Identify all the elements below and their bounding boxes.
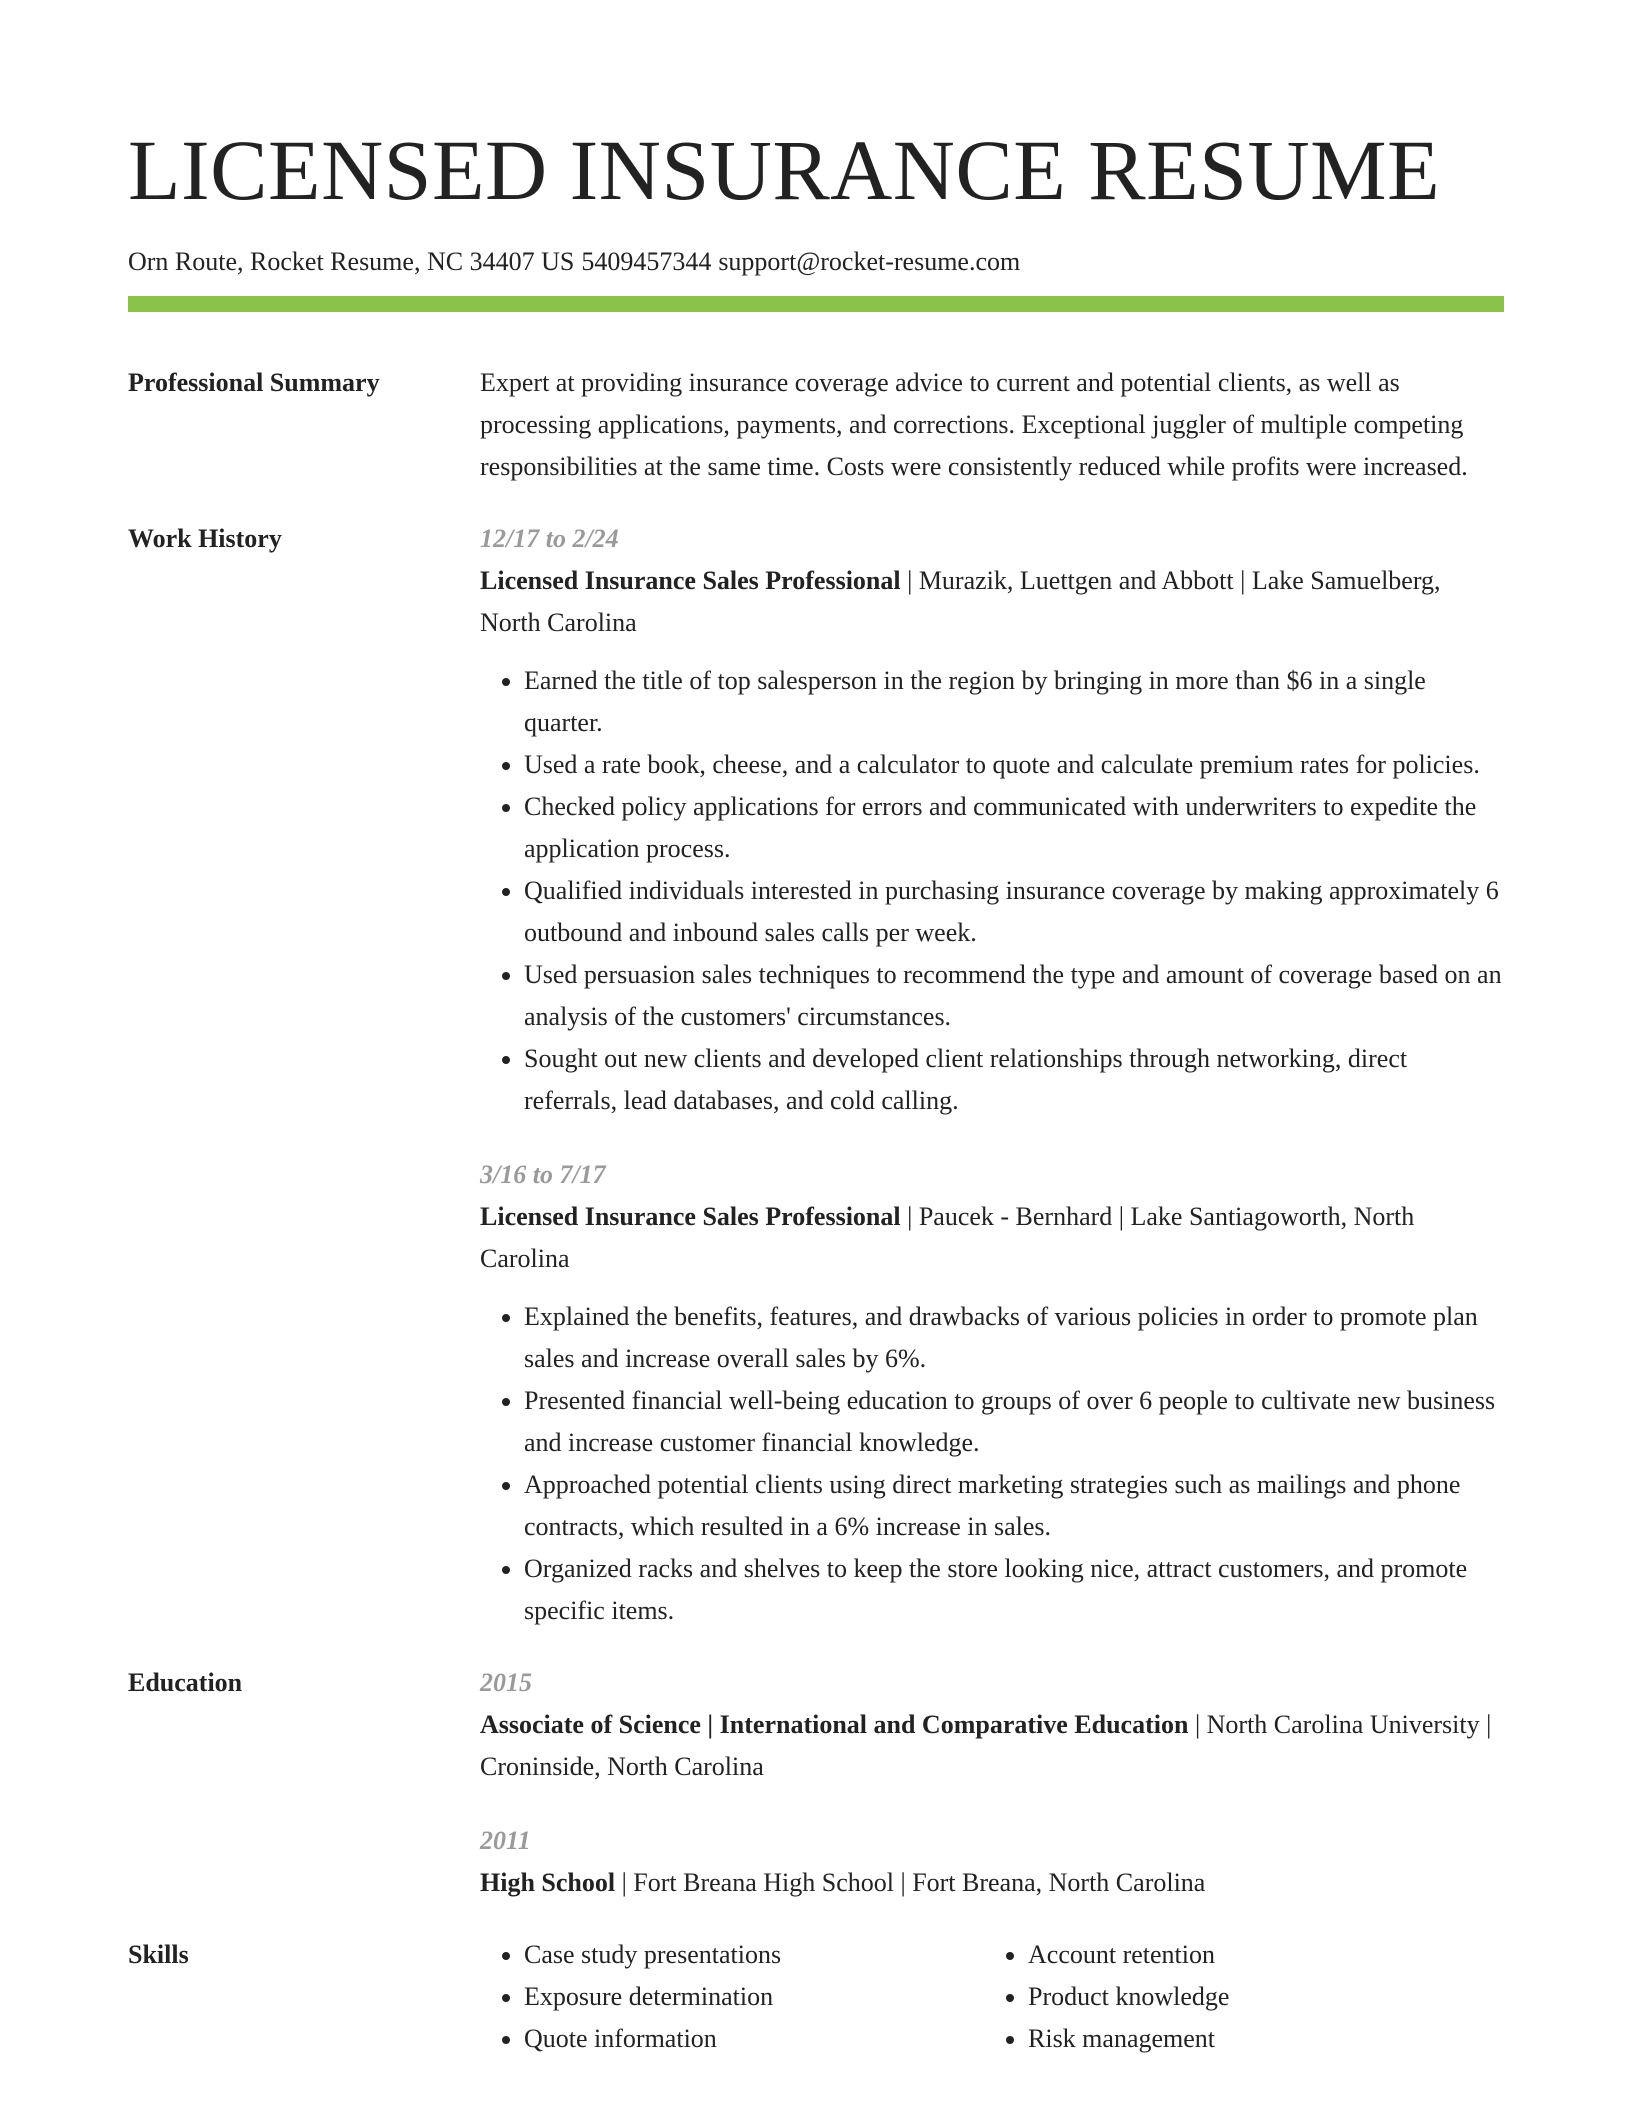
job-entry — [480, 518, 1504, 1122]
job-bullet: • Qualified individuals interested in purchasing insurance coverage by making approximately 6 outbound and inbound sales calls per week. — [524, 870, 1504, 954]
job-bullet: • Organized racks and shelves to keep the store looking nice, attract customers, and promote specific items. — [524, 1548, 1504, 1632]
skill-item: • Quote information — [524, 2018, 984, 2060]
education-heading: Education — [128, 1668, 243, 1697]
education-degree: High School — [480, 1868, 616, 1897]
skills-list-right — [984, 1934, 1508, 2060]
resume-title: LICENSED INSURANCE RESUME — [128, 122, 1441, 218]
contact-phone: 5409457344 — [581, 247, 712, 276]
skills-body — [480, 1934, 1508, 2060]
skill-item: • Product knowledge — [1028, 1976, 1508, 2018]
job-bullet: • Explained the benefits, features, and drawbacks of various policies in order to promote plan sales and increase overall sales by 6%. — [524, 1296, 1504, 1380]
job-heading — [480, 1196, 1504, 1280]
education-details: | North Carolina University | Croninside, North Carolina — [480, 1710, 1492, 1781]
contact-address: Orn Route, Rocket Resume, NC 34407 US — [128, 247, 575, 276]
job-bullet: • Used a rate book, cheese, and a calculator to quote and calculate premium rates for policies. — [524, 744, 1504, 786]
job-bullet: • Presented financial well-being education to groups of over 6 people to cultivate new business and increase customer financial knowledge. — [524, 1380, 1504, 1464]
job-bullet: • Sought out new clients and developed client relationships through networking, direct referrals, lead databases, and cold calling. — [524, 1038, 1504, 1122]
job-bullet: • Checked policy applications for errors and communicated with underwriters to expedite the application process. — [524, 786, 1504, 870]
education-body — [480, 1662, 1504, 1904]
skill-item: • Exposure determination — [524, 1976, 984, 2018]
summary-section — [128, 362, 1504, 488]
education-heading-line — [480, 1704, 1504, 1788]
resume-page — [128, 0, 1504, 2060]
job-bullet: • Approached potential clients using direct marketing strategies such as mailings and phone contracts, which resulted in a 6% increase in sales. — [524, 1464, 1504, 1548]
skill-item: • Case study presentations — [524, 1934, 984, 1976]
contact-line — [128, 246, 1504, 278]
job-title: Licensed Insurance Sales Professional — [480, 1202, 901, 1231]
education-year: 2015 — [480, 1668, 532, 1697]
education-details: | Fort Breana High School | Fort Breana, North Carolina — [615, 1868, 1206, 1897]
header-divider — [128, 296, 1504, 312]
work-history-body — [480, 518, 1504, 1632]
job-title: Licensed Insurance Sales Professional — [480, 566, 901, 595]
job-dates: 3/16 to 7/17 — [480, 1160, 606, 1189]
education-entry — [480, 1820, 1504, 1904]
summary-text: Expert at providing insurance coverage advice to current and potential clients, as well as processing applications, payments, and corrections. Exceptional juggler of multiple competing responsibilities at the same time. Costs were consistently reduced while profits were increased. — [480, 368, 1468, 481]
summary-heading: Professional Summary — [128, 368, 380, 397]
skills-list-left — [480, 1934, 984, 2060]
job-heading — [480, 560, 1504, 644]
skill-item: • Risk management — [1028, 2018, 1508, 2060]
education-heading-line — [480, 1862, 1504, 1904]
work-history-section — [128, 518, 1504, 1632]
job-bullets — [480, 660, 1504, 1122]
skills-heading: Skills — [128, 1940, 189, 1969]
job-details: | Murazik, Luettgen and Abbott | Lake Samuelberg, North Carolina — [480, 566, 1441, 637]
job-entry — [480, 1154, 1504, 1632]
education-entry — [480, 1662, 1504, 1788]
job-bullet: • Earned the title of top salesperson in the region by bringing in more than $6 in a single quarter. — [524, 660, 1504, 744]
job-bullets — [480, 1296, 1504, 1632]
contact-email: support@rocket-resume.com — [718, 247, 1021, 276]
work-history-heading: Work History — [128, 524, 282, 553]
education-section — [128, 1662, 1504, 1904]
job-dates: 12/17 to 2/24 — [480, 524, 619, 553]
skills-section — [128, 1934, 1504, 2060]
education-year: 2011 — [480, 1826, 531, 1855]
job-details: | Paucek - Bernhard | Lake Santiagoworth, North Carolina — [480, 1202, 1415, 1273]
skill-item: • Account retention — [1028, 1934, 1508, 1976]
job-bullet: • Used persuasion sales techniques to recommend the type and amount of coverage based on an analysis of the customers' circumstances. — [524, 954, 1504, 1038]
education-degree: Associate of Science | International and Comparative Education — [480, 1710, 1189, 1739]
